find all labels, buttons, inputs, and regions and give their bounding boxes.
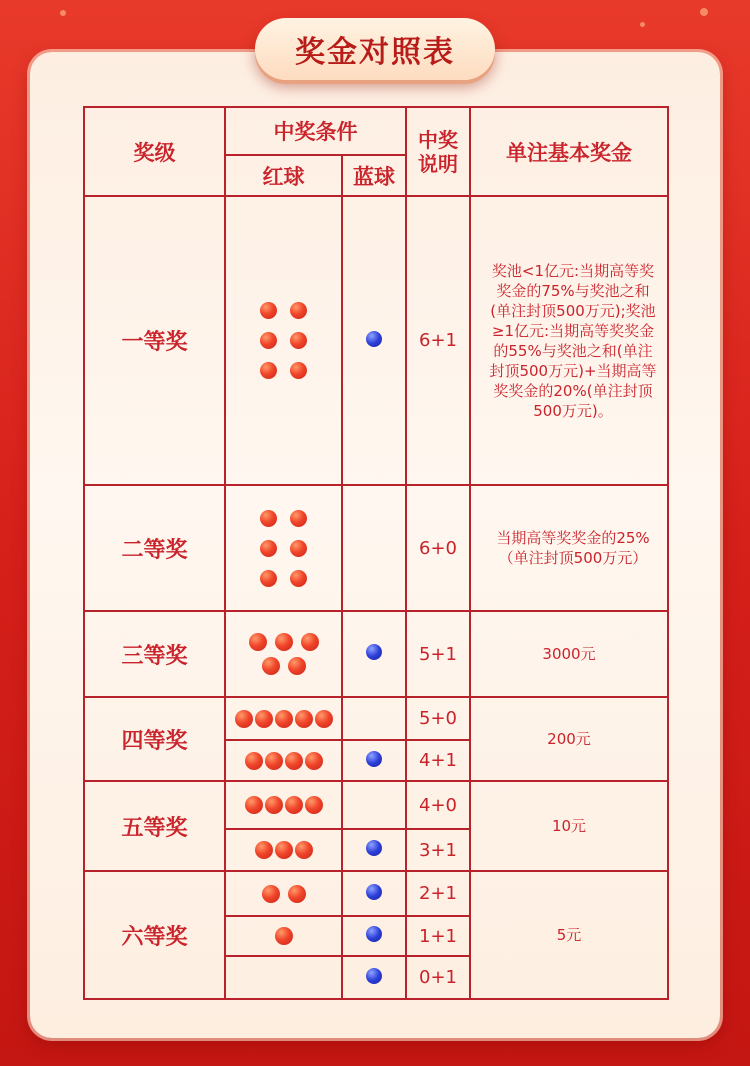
red-balls [226,710,341,728]
level-name: 一等奖 [84,196,225,485]
red-balls [226,841,341,859]
red-ball [288,657,306,675]
red-ball [288,885,306,903]
blue-ball-cell [342,697,406,740]
prize-text: 3000元 [470,611,668,697]
blue-ball-cell [342,871,406,916]
blue-ball-cell [342,611,406,697]
win-code: 5+1 [406,611,470,697]
prize-text: 5元 [470,871,668,999]
blue-ball [366,644,382,660]
level-name: 四等奖 [84,697,225,781]
win-code: 0+1 [406,956,470,999]
blue-ball-cell [342,956,406,999]
red-ball [275,927,293,945]
win-code: 6+1 [406,196,470,485]
red-ball-cell [225,740,342,781]
level-name: 六等奖 [84,871,225,999]
red-ball [255,841,273,859]
win-code: 4+1 [406,740,470,781]
prize-table [83,106,669,1000]
red-ball [295,841,313,859]
red-ball-cell [225,697,342,740]
red-ball [295,710,313,728]
red-ball [290,332,307,349]
red-ball-cell [225,611,342,697]
red-ball [290,540,307,557]
sparkle-decoration [640,22,645,27]
red-balls [260,302,307,379]
prize-text: 10元 [470,781,668,871]
prize-text: 奖池<1亿元:当期高等奖奖金的75%与奖池之和(单注封顶500万元);奖池≥1亿元:当期高等奖奖金的55%与奖池之和(单注封顶500万元)+当期高等奖奖金的20%(单注封顶500万元)。 [470,196,668,485]
win-code: 5+0 [406,697,470,740]
red-ball [290,570,307,587]
level-name: 二等奖 [84,485,225,611]
red-ball [285,796,303,814]
red-ball [245,796,263,814]
win-code: 6+0 [406,485,470,611]
page-title: 奖金对照表 [255,18,495,80]
red-ball [262,657,280,675]
red-ball [275,710,293,728]
sparkle-decoration [700,8,708,16]
blue-ball-cell [342,740,406,781]
red-ball [290,510,307,527]
red-ball [315,710,333,728]
red-balls [226,796,341,814]
red-ball [275,841,293,859]
red-ball [275,633,293,651]
red-ball [262,885,280,903]
blue-ball [366,840,382,856]
red-ball-cell [225,781,342,829]
level-name: 三等奖 [84,611,225,697]
red-ball [260,510,277,527]
red-ball [305,796,323,814]
sparkle-decoration [60,10,66,16]
red-balls [226,885,341,903]
blue-ball-cell [342,829,406,871]
header-conditions: 中奖条件 [225,107,406,155]
prize-text: 当期高等奖奖金的25%（单注封顶500万元） [470,485,668,611]
blue-ball [366,926,382,942]
red-balls [260,510,307,587]
red-ball [290,302,307,319]
header-level: 奖级 [84,107,225,196]
red-ball [235,710,253,728]
red-ball [255,710,273,728]
prize-text: 200元 [470,697,668,781]
red-ball [260,302,277,319]
red-ball [249,633,267,651]
red-ball [265,752,283,770]
win-code: 4+0 [406,781,470,829]
header-blue-ball: 蓝球 [342,155,406,196]
blue-ball [366,331,382,347]
red-ball-cell [225,916,342,956]
win-code: 2+1 [406,871,470,916]
red-ball-cell [225,485,342,611]
header-prize: 单注基本奖金 [470,107,668,196]
blue-ball [366,751,382,767]
red-ball [301,633,319,651]
red-ball [260,570,277,587]
red-ball [260,332,277,349]
header-explain-text: 中奖 说明 [418,127,458,176]
red-ball [290,362,307,379]
blue-ball-cell [342,781,406,829]
red-ball [245,752,263,770]
red-ball-cell [225,956,342,999]
blue-ball [366,968,382,984]
header-red-ball: 红球 [225,155,342,196]
red-ball-cell [225,196,342,485]
red-ball-cell [225,829,342,871]
blue-ball-cell [342,196,406,485]
red-ball [305,752,323,770]
red-ball [285,752,303,770]
level-name: 五等奖 [84,781,225,871]
red-balls [226,752,341,770]
header-explain [406,107,470,196]
red-ball [260,362,277,379]
blue-ball-cell [342,916,406,956]
red-balls [249,633,319,675]
win-code: 3+1 [406,829,470,871]
win-code: 1+1 [406,916,470,956]
blue-ball-cell [342,485,406,611]
red-ball [260,540,277,557]
red-ball [265,796,283,814]
blue-ball [366,884,382,900]
red-balls [226,927,341,945]
red-ball-cell [225,871,342,916]
